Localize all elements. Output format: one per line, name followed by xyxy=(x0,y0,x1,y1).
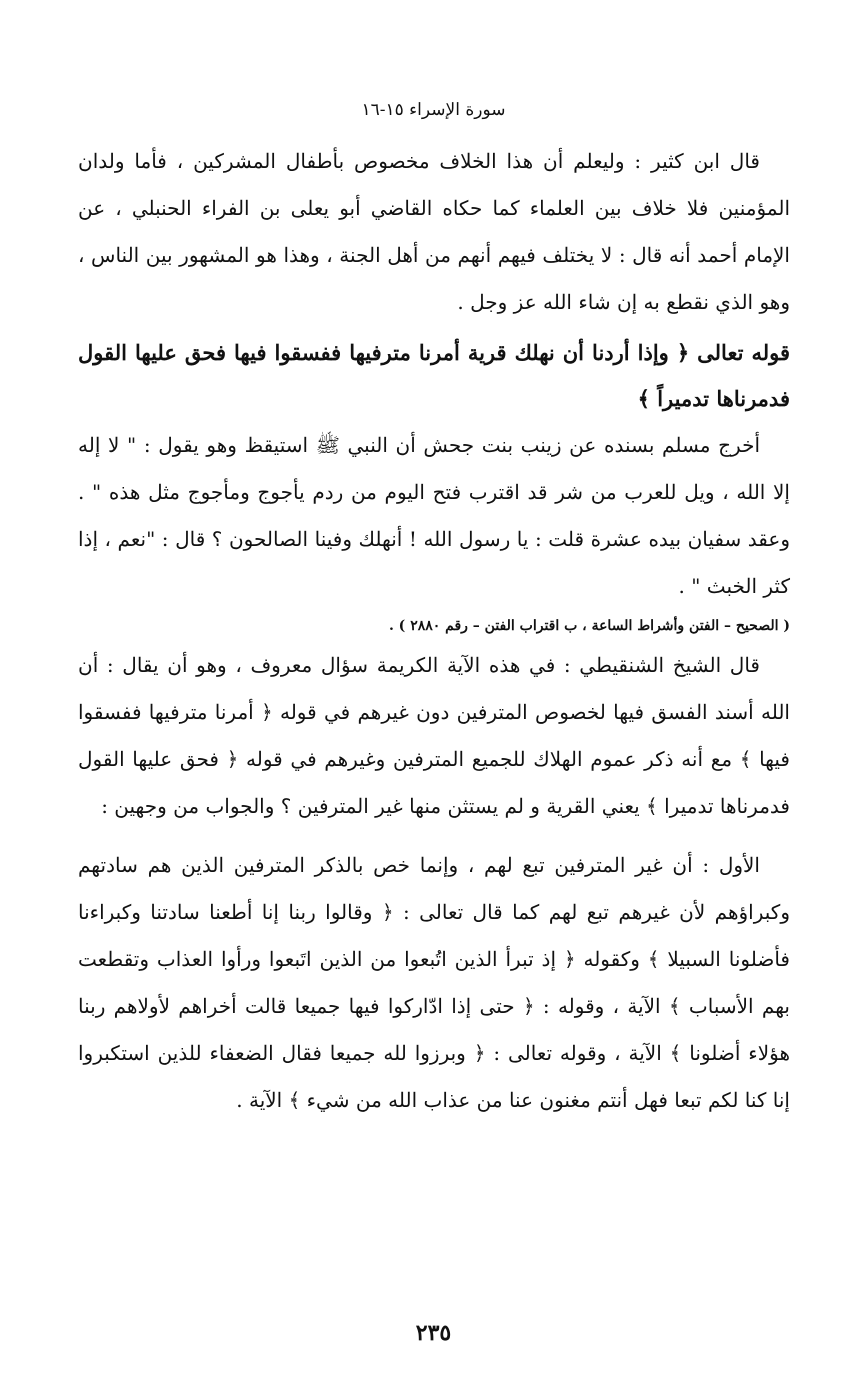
paragraph-spacer xyxy=(78,830,790,842)
verse-heading: قوله تعالى ﴿ وإذا أردنا أن نهلك قرية أمرنا مترفيها ففسقوا فيها فحق عليها القول فدمرناها تدميراً ﴾ xyxy=(78,340,790,411)
paragraph-first-answer: الأول : أن غير المترفين تبع لهم ، وإنما خص بالذكر المترفين الذين هم سادتهم وكبراؤهم لأن غيرهم تبع لهم كما قال تعالى : ﴿ وقالوا ربنا إنا أطعنا سادتنا وكبراءنا فأضلونا السبيلا ﴾ وكقوله ﴿ إذ تبرأ الذين اتُبعوا من الذين اتَبعوا ورأوا العذاب وتقطعت بهم الأسباب ﴾ الآية ، وقوله : ﴿ حتى إذا ادّاركوا فيها جميعا قالت أخراهم لأولاهم ربنا هؤلاء أضلونا ﴾ الآية ، وقوله تعالى : ﴿ وبرزوا لله جميعا فقال الضعفاء للذين استكبروا إنا كنا لكم تبعا فهل أنتم مغنون عنا من عذاب الله من شيء ﴾ الآية . xyxy=(78,853,790,1112)
body-text xyxy=(78,138,790,1124)
page-number: ٢٣٥ xyxy=(415,1320,452,1346)
paragraph-ibn-kathir: قال ابن كثير : وليعلم أن هذا الخلاف مخصوص بأطفال المشركين ، فأما ولدان المؤمنين فلا خلاف بين العلماء كما حكاه القاضي أبو يعلى بن الفراء الحنبلي ، عن الإمام أحمد أنه قال : لا يختلف فيهم أنهم من أهل الجنة ، وهذا هو المشهور بين الناس ، وهو الذي نقطع به إن شاء الله عز وجل . xyxy=(78,149,790,314)
hadith-reference: ( الصحيح – الفتن وأشراط الساعة ، ب اقتراب الفتن – رقم ٢٨٨٠ ) . xyxy=(388,618,790,634)
paragraph-hadith: أخرج مسلم بسنده عن زينب بنت جحش أن النبي ﷺ استيقظ وهو يقول : " لا إله إلا الله ، ويل للعرب من شر قد اقترب فتح اليوم من ردم يأجوج ومأجوج مثل هذه " . وعقد سفيان بيده عشرة قلت : يا رسول الله ! أنهلك وفينا الصالحون ؟ قال : "نعم ، إذا كثر الخبث " . xyxy=(78,433,790,598)
paragraph-shanqiti: قال الشيخ الشنقيطي : في هذه الآية الكريمة سؤال معروف ، وهو أن يقال : أن الله أسند الفسق فيها لخصوص المترفين دون غيرهم في قوله ﴿ أمرنا مترفيها ففسقوا فيها ﴾ مع أنه ذكر عموم الهلاك للجميع المترفين وغيرهم في قوله ﴿ فحق عليها القول فدمرناها تدميرا ﴾ يعني القرية و لم يستثن منها غير المترفين ؟ والجواب من وجهين : xyxy=(78,653,790,818)
running-header: سورة الإسراء ١٥-١٦ xyxy=(361,100,506,120)
